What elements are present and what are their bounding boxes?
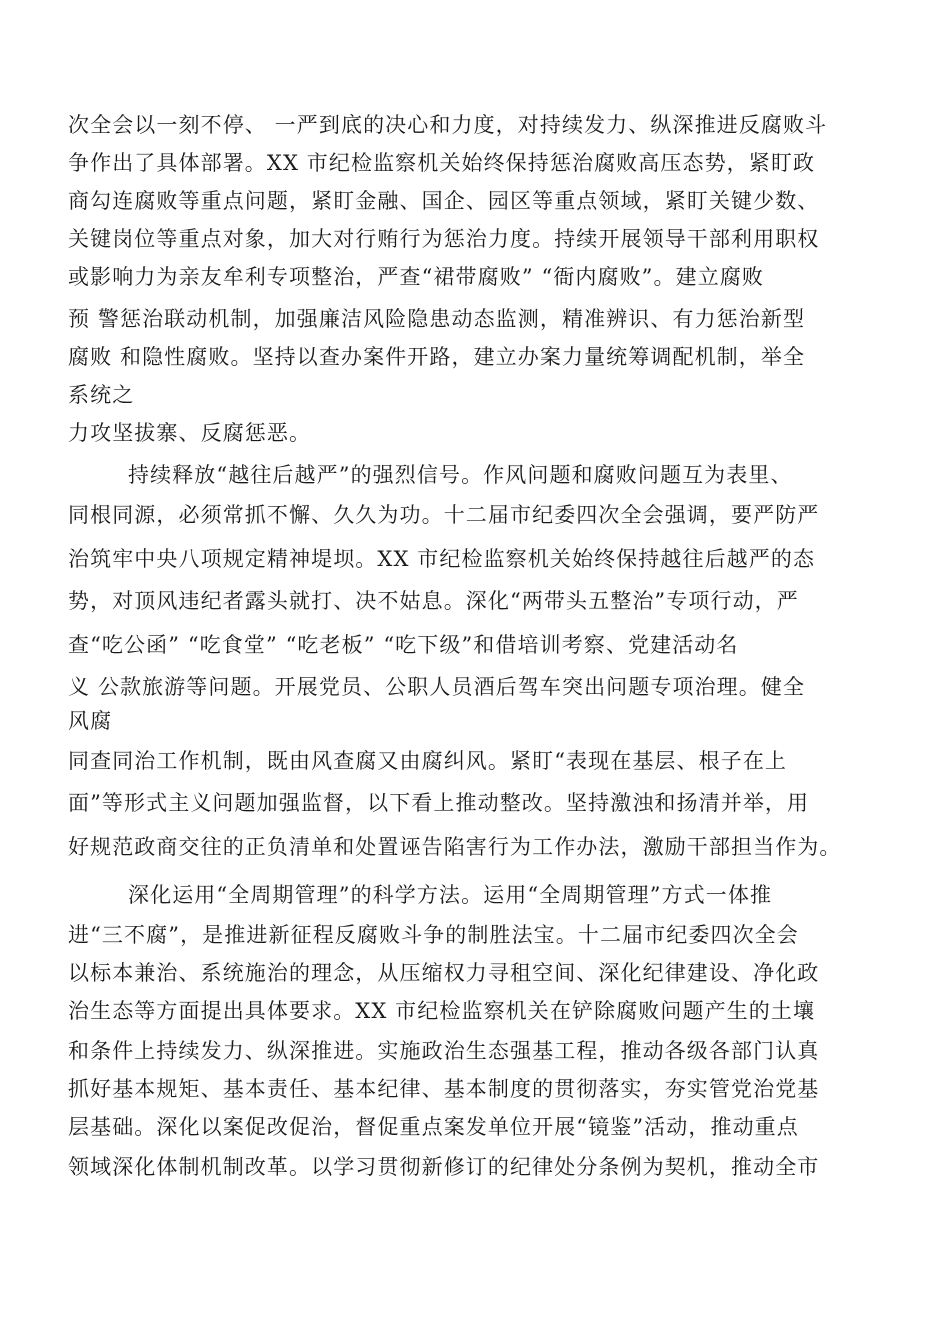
paragraph-line: 腐败 和隐性腐败。坚持以查办案件开路，建立办案力量统筹调配机制，举全 (68, 345, 806, 369)
paragraph-line: 治生态等方面提出具体要求。XX 市纪检监察机关在铲除腐败问题产生的土壤 (68, 999, 816, 1023)
paragraph-line: 好规范政商交往的正负清单和处置诬告陷害行为工作办法，激励干部担当作为。 (68, 835, 842, 859)
paragraph-line: 预 警惩治联动机制，加强廉洁风险隐患动态监测，精准辨识、有力惩治新型 (68, 307, 806, 331)
paragraph-first-line: 深化运用“全周期管理”的科学方法。运用“全周期管理”方式一体推 (128, 883, 773, 907)
paragraph-line: 和条件上持续发力、纵深推进。实施政治生态强基工程，推动各级各部门认真 (68, 1039, 820, 1063)
paragraph-line: 同根同源，必须常抓不懈、久久为功。十二届市纪委四次全会强调，要严防严 (68, 503, 820, 527)
paragraph-line: 义 公款旅游等问题。开展党员、公职人员酒后驾车突出问题专项治理。健全 (68, 675, 806, 699)
paragraph-line: 查“吃公函” “吃食堂” “吃老板” “吃下级”和借培训考察、党建活动名 (68, 633, 739, 657)
paragraph-first-line: 持续释放“越往后越严”的强烈信号。作风问题和腐败问题互为表里、 (128, 463, 793, 487)
paragraph-line: 争作出了具体部署。XX 市纪检监察机关始终保持惩治腐败高压态势，紧盯政 (68, 151, 816, 175)
paragraph-line: 以标本兼治、系统施治的理念，从压缩权力寻租空间、深化纪律建设、净化政 (68, 961, 820, 985)
paragraph-line: 面”等形式主义问题加强监督，以下看上推动整改。坚持激浊和扬清并举，用 (68, 791, 810, 815)
paragraph-line: 次全会以一刻不停、 一严到底的决心和力度，对持续发力、纵深推进反腐败斗 (68, 113, 828, 137)
paragraph-line: 势，对顶风违纪者露头就打、决不姑息。深化“两带头五整治”专项行动，严 (68, 589, 799, 613)
paragraph-line: 商勾连腐败等重点问题，紧盯金融、国企、园区等重点领域，紧盯关键少数、 (68, 189, 820, 213)
paragraph-line: 领域深化体制机制改革。以学习贯彻新修订的纪律处分条例为契机，推动全市 (68, 1155, 820, 1179)
paragraph-line: 或影响力为亲友牟利专项整治，严查“裙带腐败” “衙内腐败”。建立腐败 (68, 265, 765, 289)
paragraph-line: 进“三不腐”，是推进新征程反腐败斗争的制胜法宝。十二届市纪委四次全会 (68, 923, 799, 947)
paragraph-line: 治筑牢中央八项规定精神堤坝。XX 市纪检监察机关始终保持越往后越严的态 (68, 547, 816, 571)
paragraph-line: 抓好基本规矩、基本责任、基本纪律、基本制度的贯彻落实，夯实管党治党基 (68, 1077, 820, 1101)
paragraph-line: 同查同治工作机制，既由风查腐又由腐纠风。紧盯“表现在基层、根子在上 (68, 749, 788, 773)
paragraph-line: 关键岗位等重点对象，加大对行贿行为惩治力度。持续开展领导干部利用职权 (68, 227, 820, 251)
paragraph-line: 系统之 (68, 383, 135, 407)
paragraph-line: 层基础。深化以案促改促治，督促重点案发单位开展“镜鉴”活动，推动重点 (68, 1115, 799, 1139)
paragraph-line: 力攻坚拔寨、反腐惩恶。 (68, 421, 312, 445)
paragraph-line: 风腐 (68, 709, 113, 733)
